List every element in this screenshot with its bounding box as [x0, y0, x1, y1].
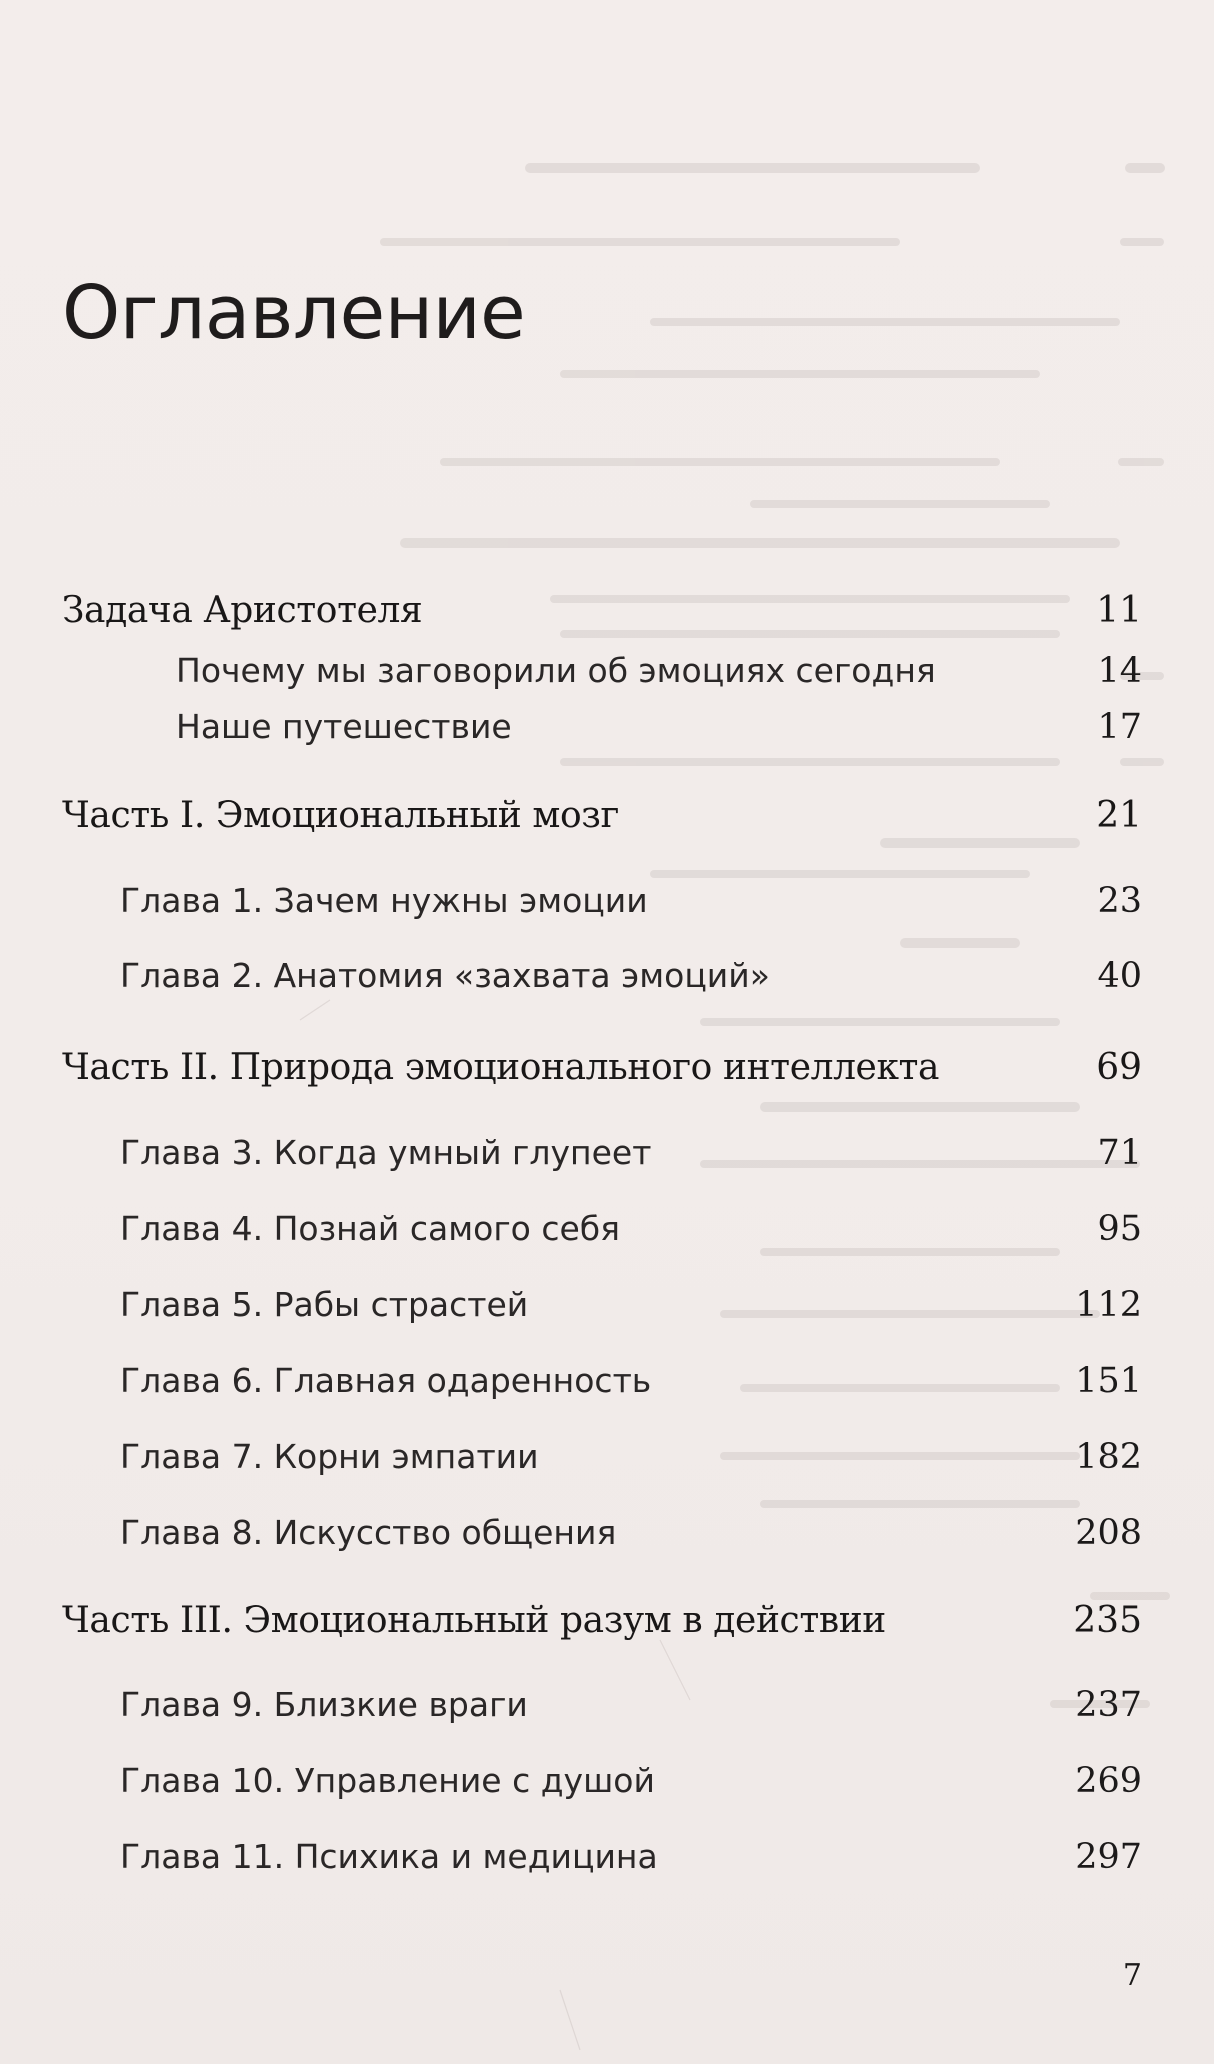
- page-number: 7: [1122, 1958, 1142, 1993]
- toc-entry-label: Часть I. Эмоциональный мозг: [62, 795, 619, 836]
- toc-chapter-entry: [0, 1201, 1214, 1257]
- toc-part-entry: [0, 583, 1214, 639]
- toc-chapter-entry: [0, 1753, 1214, 1809]
- toc-entry-page: 182: [1075, 1437, 1142, 1477]
- toc-chapter-entry: [0, 1277, 1214, 1333]
- toc-entry-label: Глава 6. Главная одаренность: [120, 1361, 652, 1400]
- toc-entry-label: Часть III. Эмоциональный разум в действии: [62, 1600, 886, 1641]
- toc-chapter-entry: [0, 948, 1214, 1004]
- toc-entry-label: Глава 7. Корни эмпатии: [120, 1437, 539, 1476]
- toc-entry-page: 69: [1096, 1047, 1142, 1088]
- toc-section-entry: [0, 643, 1214, 699]
- toc-section-entry: [0, 699, 1214, 755]
- toc-entry-page: 112: [1075, 1285, 1142, 1325]
- toc-entry-page: 237: [1075, 1685, 1142, 1725]
- toc-entry-label: Наше путешествие: [176, 707, 512, 746]
- toc-entry-label: Почему мы заговорили об эмоциях сегодня: [176, 651, 936, 690]
- toc-entry-label: Глава 8. Искусство общения: [120, 1513, 617, 1552]
- toc-chapter-entry: [0, 1429, 1214, 1485]
- toc-entry-label: Глава 3. Когда умный глупеет: [120, 1133, 652, 1172]
- toc-entry-page: 17: [1097, 707, 1142, 747]
- toc-entry-label: Глава 10. Управление с душой: [120, 1761, 655, 1800]
- toc-entry-page: 235: [1073, 1600, 1142, 1641]
- toc-entry-page: 71: [1097, 1133, 1142, 1173]
- toc-chapter-entry: [0, 1125, 1214, 1181]
- toc-entry-label: Глава 1. Зачем нужны эмоции: [120, 881, 648, 920]
- toc-entry-label: Часть II. Природа эмоционального интеллекта: [62, 1047, 940, 1088]
- toc-chapter-entry: [0, 1677, 1214, 1733]
- toc-entry-label: Глава 4. Познай самого себя: [120, 1209, 620, 1248]
- toc-entry-label: Глава 5. Рабы страстей: [120, 1285, 529, 1324]
- toc-entry-label: Глава 11. Психика и медицина: [120, 1837, 658, 1876]
- toc-chapter-entry: [0, 1829, 1214, 1885]
- toc-entry-label: Глава 9. Близкие враги: [120, 1685, 528, 1724]
- toc-part-entry: [0, 1593, 1214, 1649]
- toc-part-entry: [0, 1040, 1214, 1096]
- toc-chapter-entry: [0, 1505, 1214, 1561]
- toc-entry-page: 297: [1075, 1837, 1142, 1877]
- page-title: Оглавление: [62, 270, 526, 356]
- toc-entry-page: 151: [1075, 1361, 1142, 1401]
- toc-entry-page: 269: [1075, 1761, 1142, 1801]
- toc-entry-label: Задача Аристотеля: [62, 590, 423, 631]
- toc-entry-label: Глава 2. Анатомия «захвата эмоций»: [120, 956, 770, 995]
- toc-chapter-entry: [0, 1353, 1214, 1409]
- toc-entry-page: 95: [1097, 1209, 1142, 1249]
- toc-chapter-entry: [0, 873, 1214, 929]
- toc-entry-page: 14: [1097, 651, 1142, 691]
- toc-entry-page: 11: [1096, 590, 1142, 631]
- toc-part-entry: [0, 788, 1214, 844]
- toc-entry-page: 23: [1097, 881, 1142, 921]
- toc-entry-page: 208: [1075, 1513, 1142, 1553]
- toc-entry-page: 21: [1096, 795, 1142, 836]
- toc-entry-page: 40: [1097, 956, 1142, 996]
